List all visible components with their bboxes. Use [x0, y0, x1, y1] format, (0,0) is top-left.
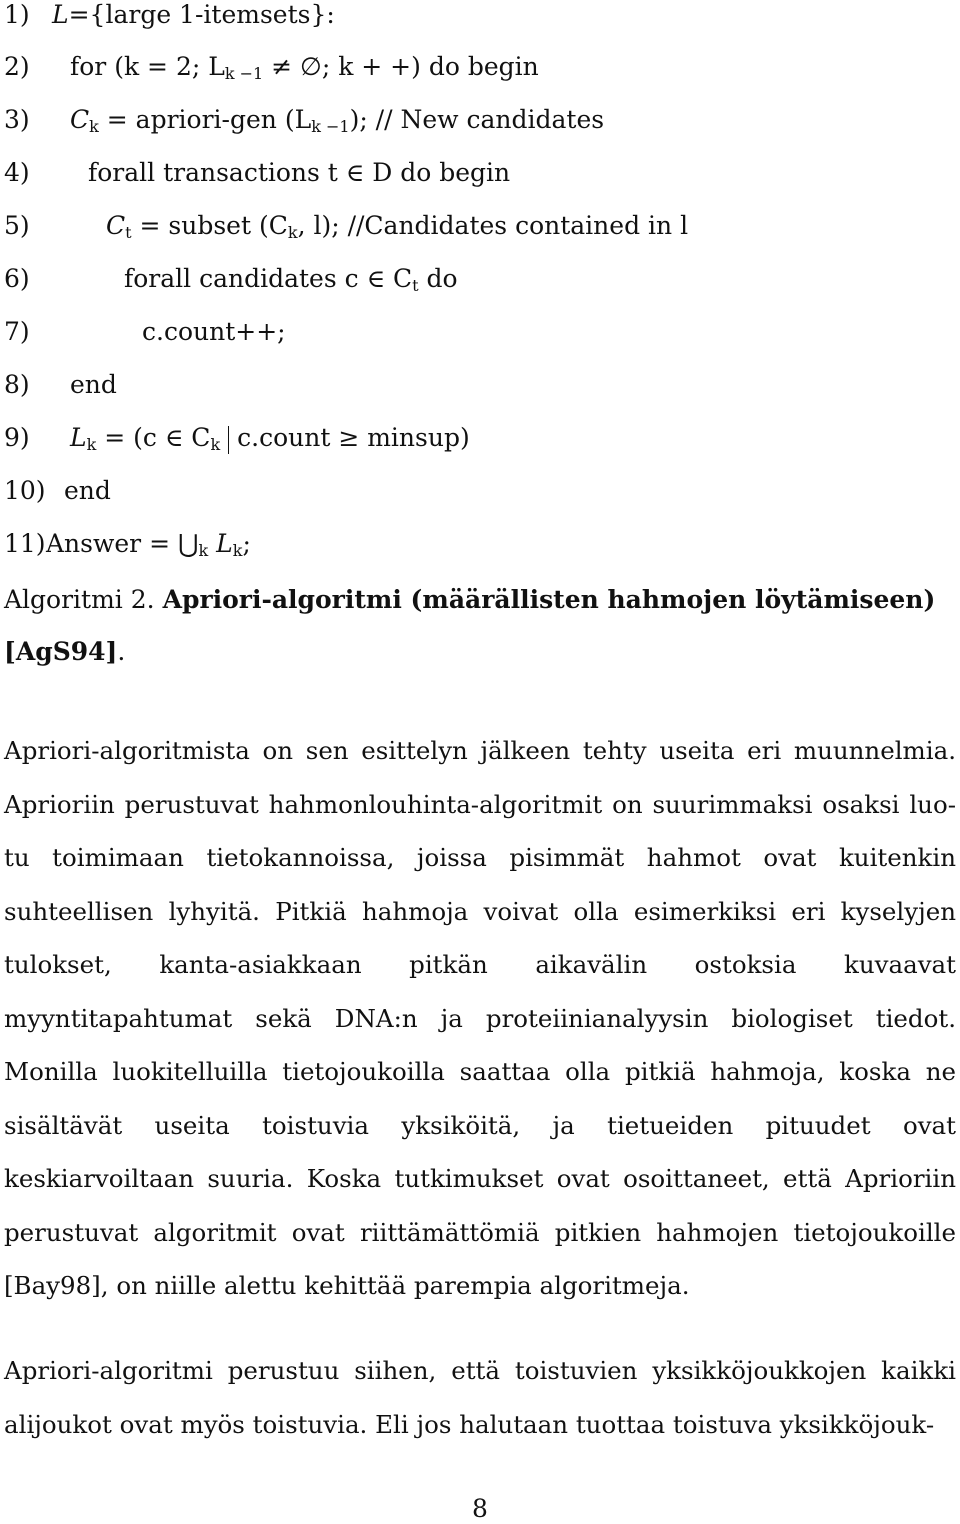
- algo-line-4: 4) forall transactions t ∈ D do begin: [4, 158, 511, 187]
- algo-line-8: 8) end: [4, 370, 117, 399]
- set-builder-bar: [228, 426, 229, 454]
- algo-line-7: 7) c.count++;: [4, 317, 286, 346]
- algo-line-10: 10) end: [4, 476, 111, 505]
- algo-line-1: 1) L={large 1-itemsets}:: [4, 0, 335, 29]
- body-paragraph-1: Apriori-algoritmista on sen esittelyn jälkeen tehty useita eri muunnelmia. Aprioriin perustuvat hahmonlouhinta-algoritmit on suurimmaksi osaksi luotu toimimaan tietokannoissa, joissa pisimmät hahmot ovat kuitenkin suhteellisen lyhyitä. Pitkiä hahmoja voivat olla esimerkiksi eri kyselyjen tulokset, kanta-asiakkaan pitkän aikavälin ostoksia kuvaavat myyntitapahtumat sekä DNA:n ja proteiinianalyysin biologiset tiedot. Monilla luokitelluilla tietojoukoilla saattaa olla pitkiä hahmoja, koska ne sisältävät useita toistuvia yksiköitä, ja tietueiden pituudet ovat keskiarvoiltaan suuria. Koska tutkimukset ovat osoittaneet, että Aprioriin perustuvat algoritmit ovat riittämättömiä pitkien hahmojen tietojoukoille [Bay98], on niille alettu kehittää parempia algoritmeja.: [4, 736, 956, 1300]
- algo-line-5: 5) $C_t$ = subset ($C_k$, l); //Candidates contained in l: [4, 211, 689, 242]
- caption-title: Apriori-algoritmi (määrällisten hahmojen löytämiseen) [AgS94]: [4, 585, 936, 666]
- algo-line-11: 11)Answer = $⋃_k$ $L_k$;: [4, 529, 251, 560]
- algo-line-2: 2) for (k = 2; $L_{k -1}$ ≠ ∅; k + +) do begin: [4, 52, 539, 83]
- page-number: 8: [472, 1494, 488, 1523]
- body-paragraph-2: Apriori-algoritmi perustuu siihen, että toistuvien yksikköjoukkojen kaikki alijoukot ovat myös toistuvia. Eli jos halutaan tuottaa toistuva yksikköjouk-: [4, 1356, 956, 1439]
- algo-line-6: 6) forall candidates c ∈ $C_t$ do: [4, 264, 458, 295]
- algorithm-caption: Algoritmi 2. Apriori-algoritmi (määrällisten hahmojen löytämiseen) [AgS94].: [4, 585, 936, 666]
- algo-line-9: 9) $L_k = (c$ ∈ $C_k$ c.count ≥ minsup): [4, 423, 470, 454]
- algo-line-3: 3) $C_k$ = apriori-gen $(L_{k -1})$; // New candidates: [4, 105, 605, 136]
